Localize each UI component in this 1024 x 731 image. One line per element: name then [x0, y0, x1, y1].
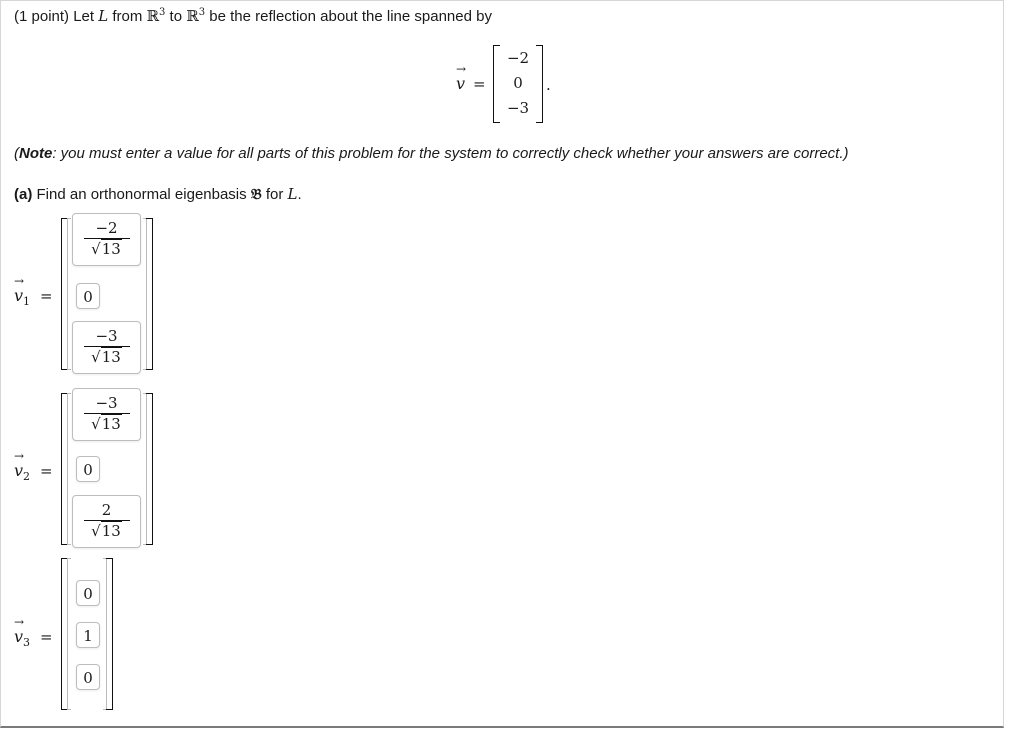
- v3-answer-3[interactable]: 0: [76, 664, 100, 690]
- v1-answer-3[interactable]: −3 √13: [72, 321, 141, 374]
- domain-R: ℝ$^3$: [146, 7, 166, 25]
- given-entry: −3: [506, 99, 530, 117]
- vector-arrow-icon: →: [14, 449, 25, 463]
- v2-answer-3[interactable]: 2 √13: [72, 495, 141, 548]
- basis-symbol: 𝔅: [250, 185, 262, 203]
- from-word: from: [112, 8, 143, 25]
- part-a-text: Find an orthonormal eigenbasis: [36, 186, 247, 203]
- given-vector-label: → v: [456, 62, 467, 93]
- part-a-label: (a): [14, 186, 33, 203]
- bracket-right: [536, 45, 543, 123]
- note-bold: Note: [19, 145, 53, 162]
- bracket-left: [493, 45, 500, 123]
- vector-arrow-icon: →: [14, 615, 25, 629]
- given-entry: −2: [506, 49, 530, 67]
- vector-arrow-icon: →: [456, 62, 467, 76]
- note: (Note: you must enter a value for all parts of this problem for the system to correctly check whether your answers are correct.): [14, 145, 849, 162]
- v2-answer-2[interactable]: 0: [76, 456, 100, 482]
- note-text: : you must enter a value for all parts of this problem for the system to correctly check whether your answers are correct.): [52, 145, 849, 162]
- part-a-prompt: (a) Find an orthonormal eigenbasis 𝔅 for L.: [14, 185, 302, 203]
- given-period: .: [546, 76, 551, 94]
- v3-answer-1[interactable]: 0: [76, 580, 100, 606]
- v2-label: → $v_2$: [14, 449, 31, 484]
- codomain-R: ℝ$^3$: [186, 7, 206, 25]
- v3-answer-2[interactable]: 1: [76, 622, 100, 648]
- v2-answer-1[interactable]: −3 √13: [72, 388, 141, 441]
- problem-statement: [14, 7, 492, 25]
- to-word: to: [169, 8, 183, 25]
- bracket-right: [146, 393, 153, 545]
- v1-label: → $v_1$: [14, 274, 31, 309]
- given-entry: 0: [513, 74, 523, 92]
- v1-answer-1[interactable]: −2 √13: [72, 213, 141, 266]
- v1-answer-2[interactable]: 0: [76, 283, 100, 309]
- statement-rest: be the reflection about the line spanned by: [209, 8, 492, 25]
- v3-label: → $v_3$: [14, 615, 31, 650]
- v3-eq: =: [40, 628, 53, 646]
- vector-arrow-icon: →: [14, 274, 25, 288]
- bracket-right: [146, 218, 153, 370]
- points-label: (1 point) Let: [14, 8, 95, 25]
- bracket-right: [106, 558, 113, 710]
- v2-eq: =: [40, 462, 53, 480]
- map-L: L: [98, 7, 109, 25]
- given-eq: =: [473, 75, 486, 93]
- given-entries: [500, 46, 536, 121]
- v1-eq: =: [40, 287, 53, 305]
